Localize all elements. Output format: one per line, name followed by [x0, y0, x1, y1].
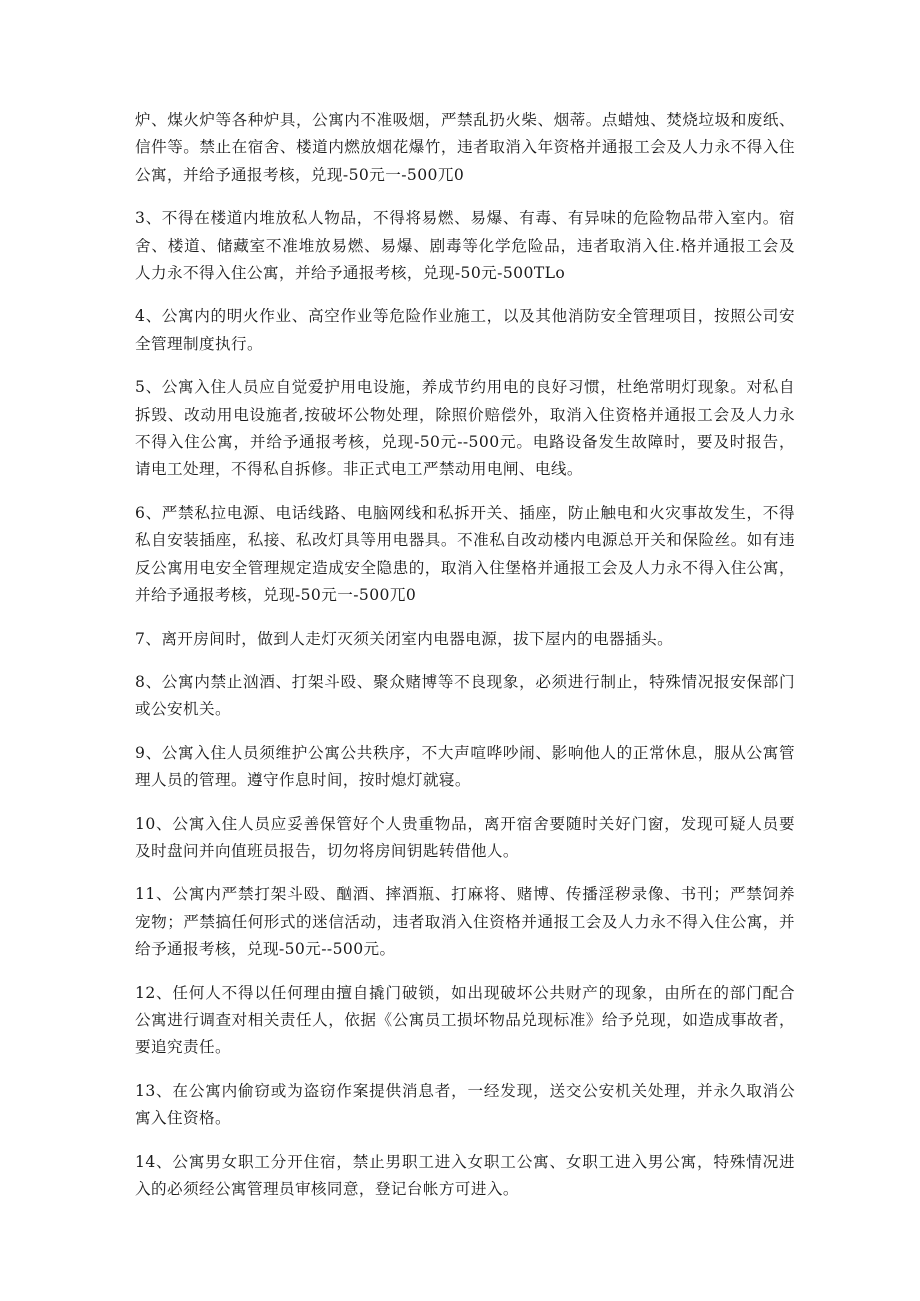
paragraph-rule-11: 11、公寓内严禁打架斗殴、酗酒、摔酒瓶、打麻将、赌博、传播淫秽录像、书刊；严禁饲养宠物；严禁搞任何形式的迷信活动，违者取消入住资格并通报工会及人力永不得入住公寓，并给予通报考核，兑现-50元--500元。 — [135, 885, 795, 959]
paragraph-rule-12: 12、任何人不得以任何理由擅自撬门破锁，如出现破坏公共财产的现象，由所在的部门配合公寓进行调查对相关责任人，依据《公寓员工损坏物品兑现标准》给予兑现，如造成事故者，要追究责任。 — [135, 983, 795, 1057]
paragraph-rule-3: 3、不得在楼道内堆放私人物品，不得将易燃、易爆、有毒、有异味的危险物品带入室内。宿舍、楼道、储藏室不准堆放易燃、易爆、剧毒等化学危险品，违者取消入住.格并通报工会及人力永不得入住公寓，并给予通报考核，兑现-50元-500TLo — [135, 209, 795, 283]
paragraph-rule-10: 10、公寓入住人员应妥善保管好个人贵重物品，离开宿舍要随时关好门窗，发现可疑人员要及时盘问并向值班员报告，切勿将房间钥匙转借他人。 — [135, 814, 795, 860]
paragraph-rule-5: 5、公寓入住人员应自觉爱护用电设施，养成节约用电的良好习惯，杜绝常明灯现象。对私自拆毁、改动用电设施者,按破坏公物处理，除照价赔偿外，取消入住资格并通报工会及人力永不得入住公寓，并给予通报考核，兑现-50元--500元。电路设备发生故障时，要及时报告，请电工处理，不得私自拆修。非正式电工严禁动用电闸、电线。 — [135, 378, 795, 479]
paragraph-rule-9: 9、公寓入住人员须维护公寓公共秩序，不大声喧哗吵闹、影响他人的正常休息，服从公寓管理人员的管理。遵守作息时间，按时熄灯就寝。 — [135, 743, 795, 790]
paragraph-rule-14: 14、公寓男女职工分开住宿，禁止男职工进入女职工公寓、女职工进入男公寓，特殊情况进入的必须经公寓管理员审核同意，登记台帐方可进入。 — [135, 1152, 795, 1198]
paragraph-rule-4: 4、公寓内的明火作业、高空作业等危险作业施工，以及其他消防安全管理项目，按照公司安全管理制度执行。 — [135, 307, 795, 353]
paragraph-rule-7: 7、离开房间时，做到人走灯灭须关闭室内电器电源，拔下屋内的电器插头。 — [135, 629, 674, 648]
paragraph-rule-8: 8、公寓内禁止汹酒、打架斗殴、聚众赌博等不良现象，必须进行制止，特殊情况报安保部门或公安机关。 — [135, 672, 795, 719]
paragraph-continued: 炉、煤火炉等各种炉具，公寓内不准吸烟，严禁乱扔火柴、烟蒂。点蜡烛、焚烧垃圾和废纸、信件等。禁止在宿舍、楼道内燃放烟花爆竹，违者取消入年资格并通报工会及人力永不得入住公寓，并给予通报考核，兑现-50元一-500兀0 — [135, 111, 795, 184]
paragraph-rule-13: 13、在公寓内偷窃或为盗窃作案提供消息者，一经发现，送交公安机关处理，并永久取消公寓入住资格。 — [135, 1081, 795, 1128]
document-body — [135, 107, 795, 1219]
paragraph-rule-6: 6、严禁私拉电源、电话线路、电脑网线和私拆开关、插座，防止触电和火灾事故发生，不得私自安装插座，私接、私改灯具等用电器具。不准私自改动楼内电源总开关和保险丝。如有违反公寓用电安全管理规定造成安全隐患的，取消入住堡格并通报工会及人力永不得入住公寓，并给予通报考核，兑现-50元一-500兀0 — [135, 503, 795, 605]
